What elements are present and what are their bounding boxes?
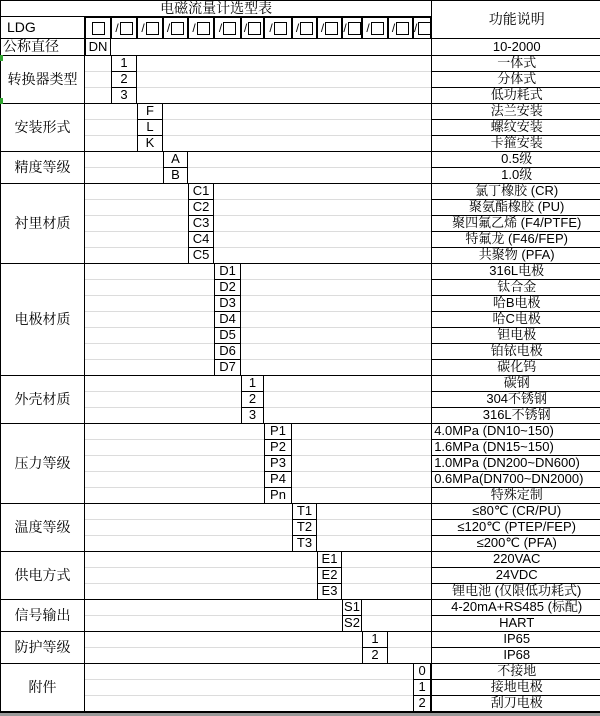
checkbox-icon [197, 22, 210, 35]
filler-cell [188, 168, 431, 184]
block-label-cell: 温度等级 [1, 504, 85, 552]
spacer-cell [85, 152, 163, 168]
desc-cell: 刮刀电极 [431, 696, 600, 712]
filler-cell [214, 248, 431, 264]
desc-cell: 220VAC [431, 552, 600, 568]
code-cell: F [137, 104, 163, 120]
spacer-cell [85, 296, 214, 312]
desc-cell: 接地电极 [431, 680, 600, 696]
artifact-green-mark [0, 55, 3, 61]
spacer-cell [85, 120, 137, 136]
checkbox-icon [418, 22, 431, 35]
spacer-cell [85, 632, 362, 648]
table-title: 电磁流量计选型表 [1, 1, 431, 17]
filler-cell [292, 456, 431, 472]
filler-cell [362, 600, 431, 616]
desc-cell: 聚四氟乙烯 (F4/PTFE) [431, 216, 600, 232]
checkbox-icon [171, 22, 184, 35]
filler-cell [214, 184, 431, 200]
desc-cell: 不接地 [431, 664, 600, 680]
ldg-label-cell: LDG [1, 17, 85, 39]
filler-cell [292, 488, 431, 504]
desc-cell: 特氟龙 (F46/FEP) [431, 232, 600, 248]
slash-separator: / [269, 20, 273, 35]
code-cell: C5 [188, 248, 214, 264]
desc-cell: HART [431, 616, 600, 632]
block-label-cell: 安装形式 [1, 104, 85, 152]
spacer-cell [85, 648, 362, 664]
code-cell: D7 [214, 360, 241, 376]
filler-cell [188, 152, 431, 168]
filler-cell [317, 536, 431, 552]
desc-cell: IP65 [431, 632, 600, 648]
block-label-cell: 信号输出 [1, 600, 85, 632]
slash-separator: / [366, 20, 370, 35]
desc-cell: 316L电极 [431, 264, 600, 280]
filler-cell [241, 328, 431, 344]
desc-cell: IP68 [431, 648, 600, 664]
code-cell: A [163, 152, 188, 168]
filler-cell [342, 568, 431, 584]
slash-separator: / [295, 20, 300, 35]
desc-cell: 碳化钨 [431, 360, 600, 376]
desc-cell: 24VDC [431, 568, 600, 584]
code-cell: 2 [111, 72, 137, 88]
spacer-cell [85, 488, 264, 504]
spacer-cell [85, 664, 413, 680]
checkbox-icon [120, 22, 133, 35]
desc-cell: 4-20mA+RS485 (标配) [431, 600, 600, 616]
desc-cell: 氯丁橡胶 (CR) [431, 184, 600, 200]
desc-cell: 碳钢 [431, 376, 600, 392]
desc-cell: 低功耗式 [431, 88, 600, 104]
filler-cell [241, 296, 431, 312]
spacer-cell [85, 520, 292, 536]
code-cell: 3 [241, 408, 264, 424]
code-cell: 2 [413, 696, 431, 712]
desc-cell: 法兰安装 [431, 104, 600, 120]
desc-cell: 4.0MPa (DN10~150) [431, 424, 600, 440]
spacer-cell [85, 536, 292, 552]
filler-cell [362, 616, 431, 632]
filler-cell [241, 344, 431, 360]
spacer-cell [85, 136, 137, 152]
desc-cell: ≤120℃ (PTEP/FEP) [431, 520, 600, 536]
spacer-cell [85, 232, 188, 248]
spacer-cell [85, 568, 317, 584]
code-cell: 1 [413, 680, 431, 696]
filler-cell [241, 360, 431, 376]
slash-separator: / [414, 20, 418, 35]
code-cell: C2 [188, 200, 214, 216]
spacer-cell [85, 696, 413, 712]
desc-cell: ≤200℃ (PFA) [431, 536, 600, 552]
code-cell: 2 [362, 648, 388, 664]
spacer-cell [85, 680, 413, 696]
spacer-cell [85, 600, 342, 616]
slash-box-cell [292, 17, 317, 39]
desc-cell: 钽电极 [431, 328, 600, 344]
filler-cell [342, 552, 431, 568]
filler-cell [137, 72, 431, 88]
code-cell: C1 [188, 184, 214, 200]
slash-box-cell [264, 17, 292, 39]
slash-box-cell [163, 17, 188, 39]
desc-cell: 钛合金 [431, 280, 600, 296]
filler-cell [388, 648, 431, 664]
desc-cell: 聚氨酯橡胶 (PU) [431, 200, 600, 216]
checkbox-icon [146, 22, 159, 35]
filler-cell [264, 408, 431, 424]
spacer-cell [85, 216, 188, 232]
filler-cell [241, 312, 431, 328]
spacer-cell [85, 200, 188, 216]
slash-separator: / [192, 20, 196, 35]
slash-separator: / [243, 20, 248, 35]
filler-cell [111, 39, 431, 55]
slash-separator: / [218, 20, 223, 35]
slash-box-cell [388, 17, 413, 39]
code-cell: P3 [264, 456, 292, 472]
code-cell: E3 [317, 584, 342, 600]
desc-cell: 锂电池 (仅限低功耗式) [431, 584, 600, 600]
filler-cell [264, 392, 431, 408]
spacer-cell [85, 504, 292, 520]
slash-separator: / [343, 20, 347, 35]
code-cell: D6 [214, 344, 241, 360]
desc-cell: 1.0级 [431, 168, 600, 184]
spacer-cell [85, 312, 214, 328]
spacer-cell [85, 248, 188, 264]
code-cell: E2 [317, 568, 342, 584]
block-label-cell: 附件 [1, 664, 85, 712]
code-cell: C3 [188, 216, 214, 232]
code-cell: T3 [292, 536, 317, 552]
code-cell: 0 [413, 664, 431, 680]
code-cell: S2 [342, 616, 362, 632]
block-label-cell: 衬里材质 [1, 184, 85, 264]
block-label-cell: 转换器类型 [1, 56, 85, 104]
code-cell: DN [85, 39, 111, 55]
checkbox-icon [396, 22, 409, 35]
code-cell: P2 [264, 440, 292, 456]
checkbox-icon [274, 22, 287, 35]
filler-cell [163, 136, 431, 152]
spacer-cell [85, 424, 264, 440]
spacer-cell [85, 456, 264, 472]
code-cell: D3 [214, 296, 241, 312]
spacer-cell [85, 56, 111, 72]
checkbox-icon [223, 22, 236, 35]
code-cell: T1 [292, 504, 317, 520]
code-cell: D1 [214, 264, 241, 280]
checkbox-icon [300, 22, 313, 35]
code-cell: D2 [214, 280, 241, 296]
filler-cell [214, 232, 431, 248]
filler-cell [241, 280, 431, 296]
slash-separator: / [115, 20, 119, 35]
code-cell: D4 [214, 312, 241, 328]
spacer-cell [85, 472, 264, 488]
filler-cell [264, 376, 431, 392]
slash-box-cell [342, 17, 362, 39]
code-cell: K [137, 136, 163, 152]
spacer-cell [85, 72, 111, 88]
block-label-cell: 外壳材质 [1, 376, 85, 424]
spacer-cell [85, 168, 163, 184]
block-label-cell: 精度等级 [1, 152, 85, 184]
code-cell: T2 [292, 520, 317, 536]
filler-cell [388, 632, 431, 648]
block-label-cell: 电极材质 [1, 264, 85, 376]
code-cell: Pn [264, 488, 292, 504]
spacer-cell [85, 408, 241, 424]
desc-cell: 0.6MPa(DN700~DN2000) [431, 472, 600, 488]
slash-separator: / [391, 20, 396, 35]
desc-cell: 共聚物 (PFA) [431, 248, 600, 264]
desc-cell: 分体式 [431, 72, 600, 88]
slash-separator: / [320, 20, 325, 35]
checkbox-icon [248, 22, 261, 35]
slash-box-cell [317, 17, 342, 39]
filler-cell [214, 200, 431, 216]
block-label-cell: 供电方式 [1, 552, 85, 600]
spacer-cell [85, 552, 317, 568]
slash-box-cell [188, 17, 214, 39]
spacer-cell [85, 440, 264, 456]
filler-cell [163, 120, 431, 136]
filler-cell [137, 88, 431, 104]
spacer-cell [85, 584, 317, 600]
spacer-cell [85, 392, 241, 408]
checkbox-icon [348, 22, 361, 35]
slash-box-cell [137, 17, 163, 39]
spacer-cell [85, 344, 214, 360]
spacer-cell [85, 184, 188, 200]
filler-cell [317, 520, 431, 536]
code-cell: P1 [264, 424, 292, 440]
desc-cell: 10-2000 [431, 39, 600, 55]
checkbox-icon [371, 22, 384, 35]
code-cell: 3 [111, 88, 137, 104]
desc-cell: 1.0MPa (DN200~DN600) [431, 456, 600, 472]
filler-cell [241, 264, 431, 280]
filler-cell [137, 56, 431, 72]
code-cell: P4 [264, 472, 292, 488]
filler-cell [214, 216, 431, 232]
code-cell: 1 [241, 376, 264, 392]
spacer-cell [85, 264, 214, 280]
checkbox-icon [325, 22, 338, 35]
code-cell: C4 [188, 232, 214, 248]
code-cell: D5 [214, 328, 241, 344]
desc-cell: 卡箍安装 [431, 136, 600, 152]
desc-cell: 铂铱电极 [431, 344, 600, 360]
spacer-cell [85, 376, 241, 392]
block-label-cell: 压力等级 [1, 424, 85, 504]
filler-cell [317, 504, 431, 520]
desc-cell: 1.6MPa (DN15~150) [431, 440, 600, 456]
slash-box-cell [214, 17, 241, 39]
desc-cell: 特殊定制 [431, 488, 600, 504]
filler-cell [342, 584, 431, 600]
code-cell: E1 [317, 552, 342, 568]
spacer-cell [85, 280, 214, 296]
desc-cell: 0.5级 [431, 152, 600, 168]
desc-cell: 哈B电极 [431, 296, 600, 312]
block-label-cell: 防护等级 [1, 632, 85, 664]
slash-box-cell [362, 17, 388, 39]
spacer-cell [85, 360, 214, 376]
desc-cell: 304不锈钢 [431, 392, 600, 408]
filler-cell [292, 472, 431, 488]
slash-box-cell [241, 17, 264, 39]
checkbox-icon [92, 22, 105, 35]
code-cell: 1 [362, 632, 388, 648]
code-cell: 2 [241, 392, 264, 408]
desc-cell: 哈C电极 [431, 312, 600, 328]
spacer-cell [85, 104, 137, 120]
desc-cell: 螺纹安装 [431, 120, 600, 136]
desc-cell: ≤80℃ (CR/PU) [431, 504, 600, 520]
code-box-cell [85, 17, 111, 39]
spacer-cell [85, 328, 214, 344]
code-cell: S1 [342, 600, 362, 616]
spacer-cell [85, 88, 111, 104]
code-cell: B [163, 168, 188, 184]
slash-box-cell [413, 17, 431, 39]
filler-cell [163, 104, 431, 120]
slash-separator: / [141, 20, 145, 35]
function-column-header: 功能说明 [431, 1, 600, 39]
code-cell: L [137, 120, 163, 136]
slash-separator: / [166, 20, 171, 35]
desc-cell: 316L不锈钢 [431, 408, 600, 424]
filler-cell [292, 424, 431, 440]
desc-cell: 一体式 [431, 56, 600, 72]
filler-cell [292, 440, 431, 456]
block-label-cell: 公称直径 [1, 39, 85, 55]
spacer-cell [85, 616, 342, 632]
code-cell: 1 [111, 56, 137, 72]
slash-box-cell [111, 17, 137, 39]
artifact-green-mark [0, 98, 3, 104]
